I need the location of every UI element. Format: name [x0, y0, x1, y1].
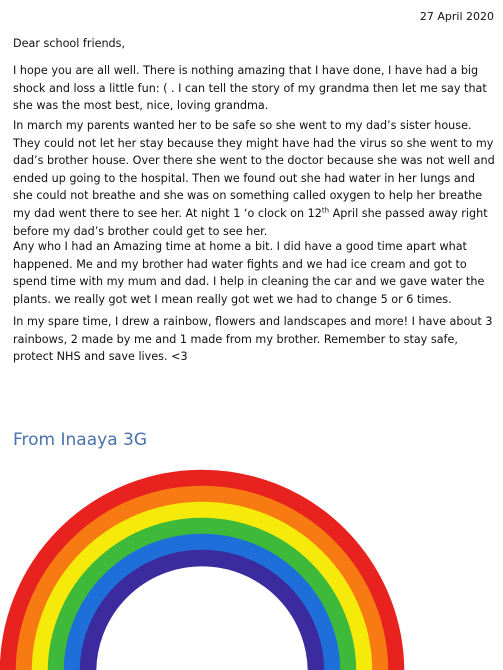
- paragraph-1: I hope you are all well. There is nothing amazing that I have done, I have had a big shock and loss a little fun: ( . I can tell the story of my grandma then let me say that she was the most best, nice, loving grandma.: [13, 64, 487, 113]
- letter-date: 27 April 2020: [419, 10, 494, 23]
- paragraph-3: Any who I had an Amazing time at home a bit. I did have a good time apart what happened. Me and my brother had water fights and we had ice cream and got to spend time with my mum and dad. I help in cleaning the car and we gave water the plants. we really got wet I mean really got wet we had to change 5 or 6 times.: [13, 240, 485, 306]
- paragraph-4: In my spare time, I drew a rainbow, flowers and landscapes and more! I have about 3 rainbows, 2 made by me and 1 made from my brother. Remember to stay safe, protect NHS and save lives. <3: [13, 315, 493, 364]
- ordinal-suffix: th: [321, 206, 330, 215]
- rainbow-drawing: [0, 460, 503, 670]
- rainbow-bands: [8, 478, 396, 670]
- signoff: From Inaaya 3G: [13, 430, 148, 450]
- paragraph-2-part-1: In march my parents wanted her to be safe so she went to my dad’s sister house. They could not let her stay because they might have had the virus so she went to my dad’s brother house. Over there she went to the doctor because she was not well and ended up going to the hospital. Then we found out she had water in her lungs and she could not breathe and she was on something called oxygen to help her breathe my dad went there to see her. At night 1 ‘o clock on 12: [13, 119, 495, 220]
- paragraph-2-part-2: April she passed away right before my dad’s brother could get to see her.: [13, 206, 488, 238]
- paragraph-2: [13, 117, 495, 240]
- greeting: Dear school friends,: [13, 37, 126, 50]
